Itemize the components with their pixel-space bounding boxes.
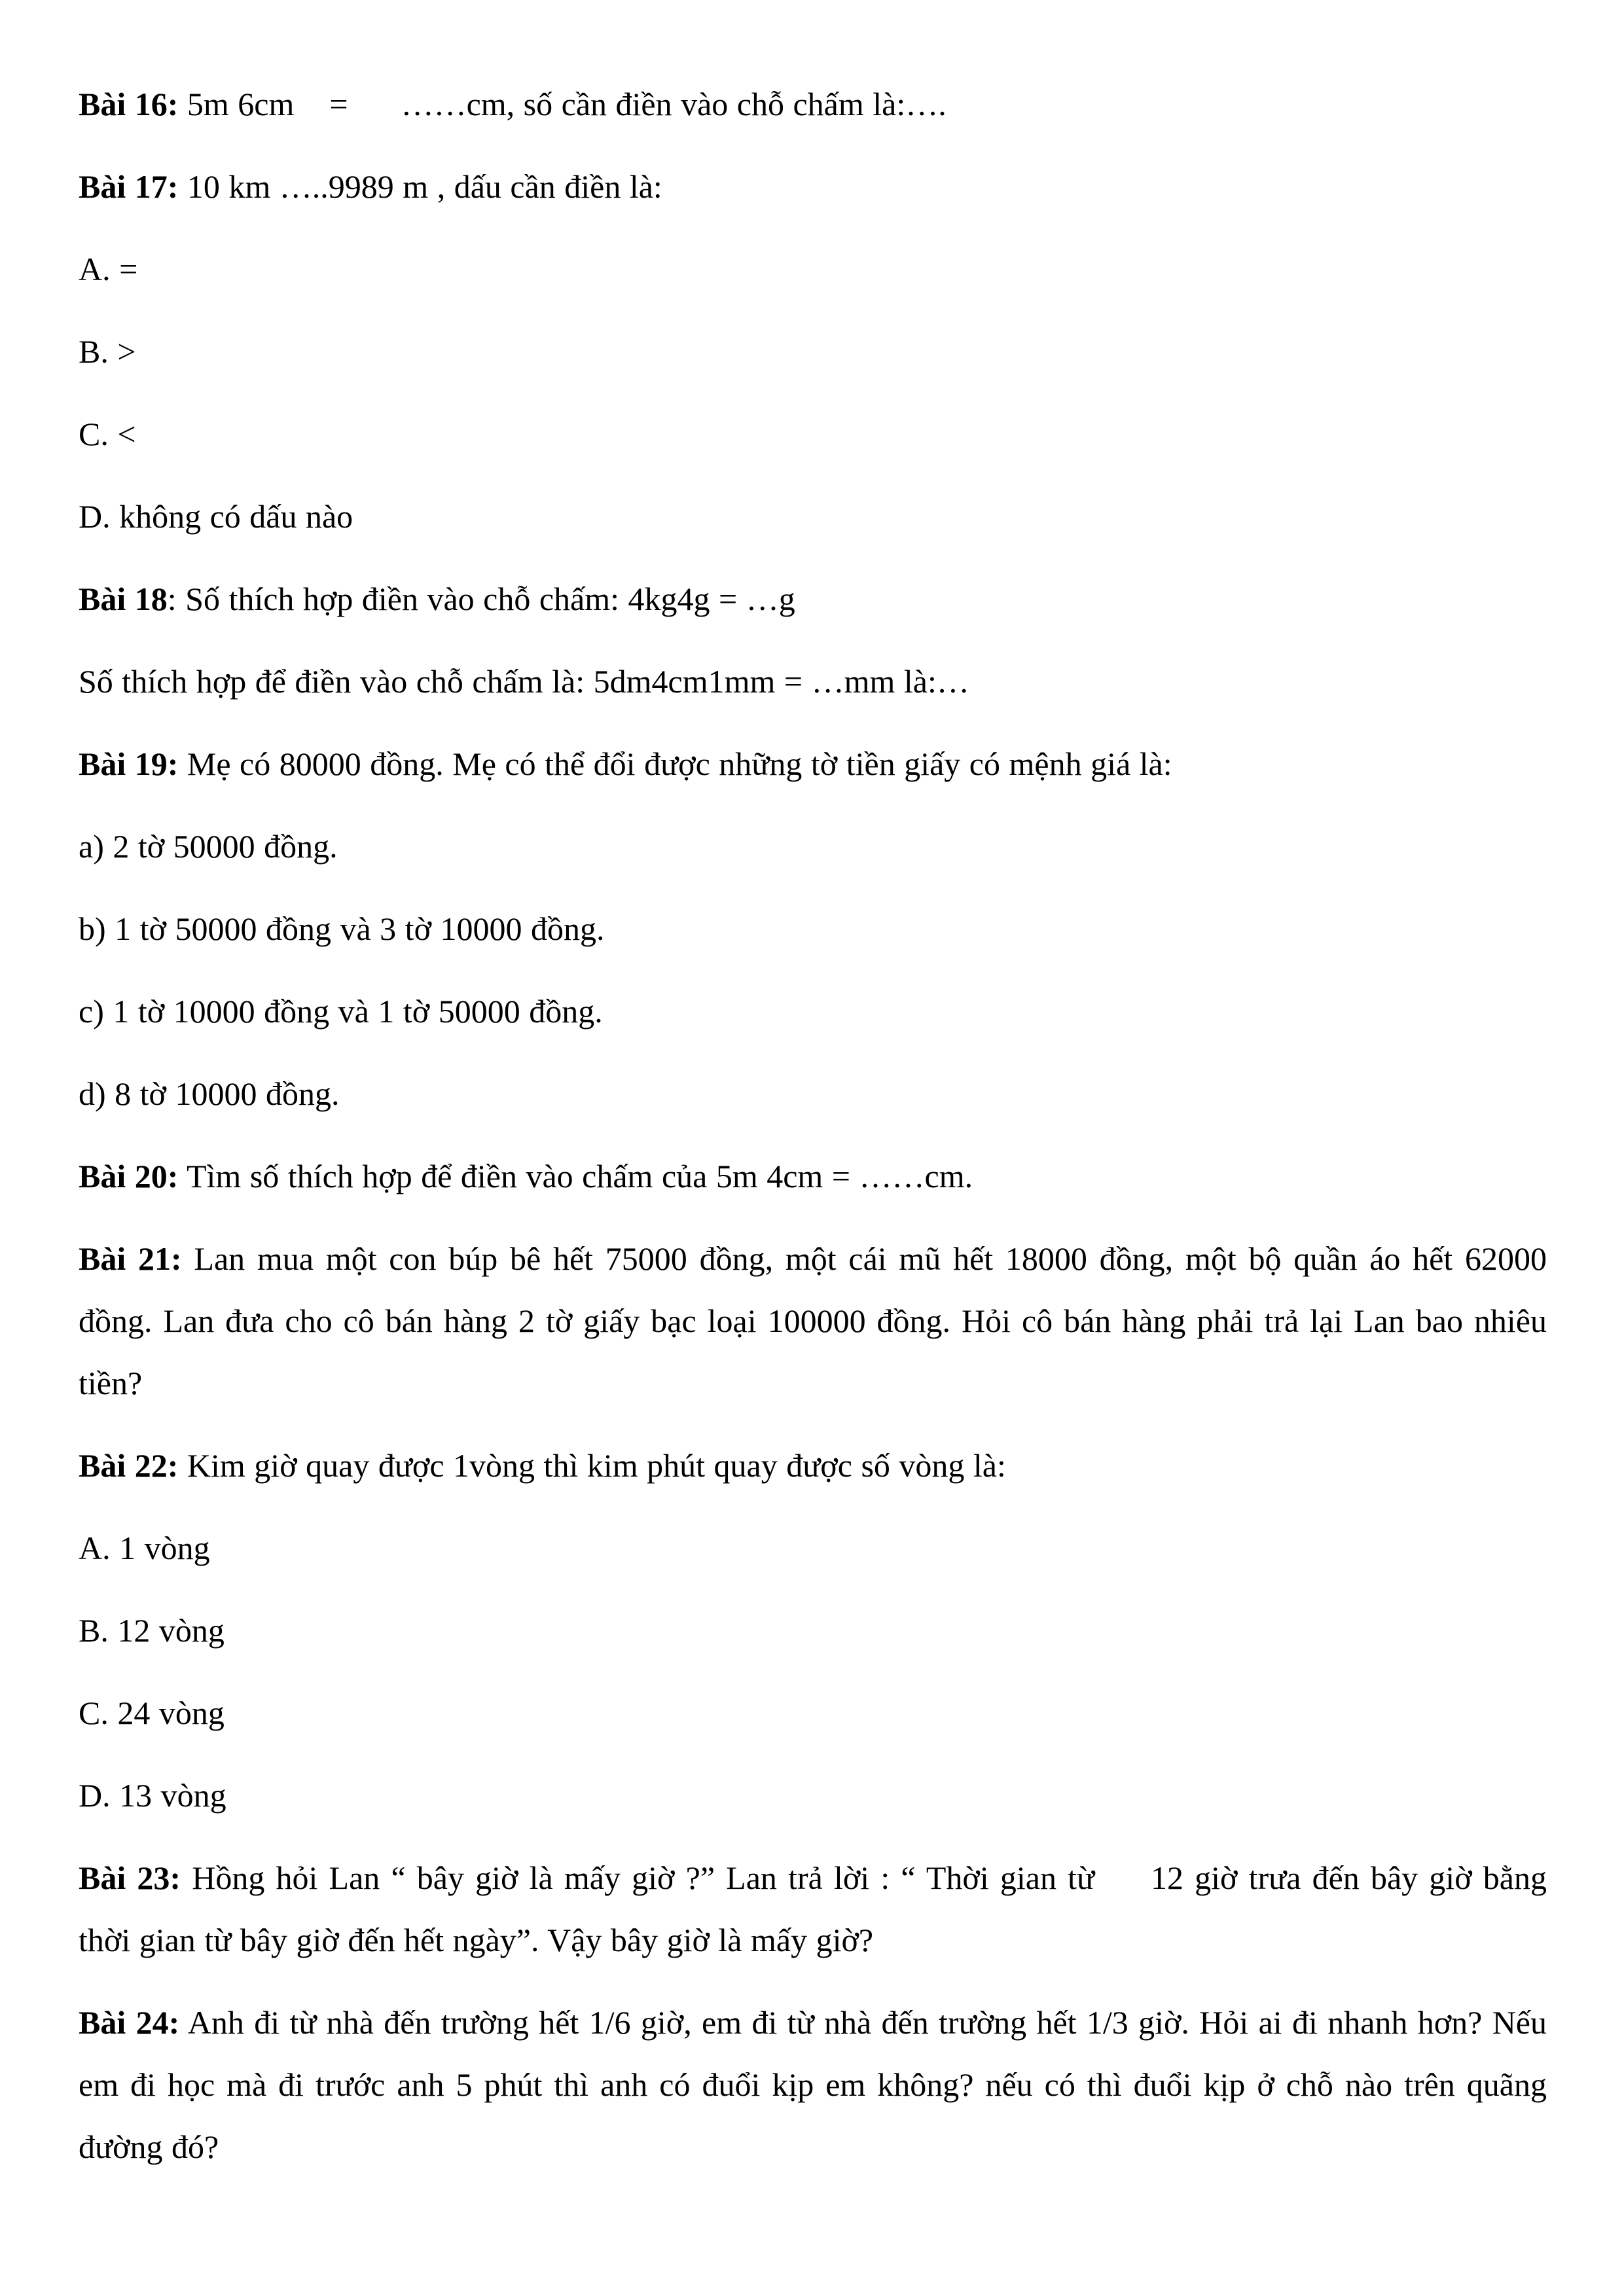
paragraph <box>79 156 1547 218</box>
paragraph <box>79 1435 1547 1497</box>
exercise-label: Bài 17: <box>79 168 179 205</box>
exercise-label: Bài 16: <box>79 86 179 122</box>
paragraph <box>79 1682 1547 1744</box>
exercise-label: Bài 18 <box>79 581 168 617</box>
paragraph <box>79 816 1547 878</box>
paragraph-text: Anh đi từ nhà đến trường hết 1/6 giờ, em đi từ nhà đến trường hết 1/3 giờ. Hỏi ai đi nhanh hơn? Nếu em đi học mà đi trước anh 5 phút thì anh có đuổi kịp em không? nếu có thì đuổi kịp ở chỗ nào trên quãng đường đó? <box>79 2004 1556 2165</box>
exercise-label: Bài 19: <box>79 745 179 782</box>
paragraph-text: Mẹ có 80000 đồng. Mẹ có thể đổi được những tờ tiền giấy có mệnh giá là: <box>178 745 1172 782</box>
paragraph-text: A. 1 vòng <box>79 1530 210 1566</box>
paragraph-text: B. > <box>79 333 136 370</box>
paragraph-text: Hồng hỏi Lan “ bây giờ là mấy giờ ?” Lan trả lời : “ Thời gian từ 12 giờ trưa đến bây giờ bằng thời gian từ bây giờ đến hết ngày”. Vậy bây giờ là mấy giờ? <box>79 1859 1582 1958</box>
exercise-label: Bài 21: <box>79 1240 182 1277</box>
paragraph <box>79 733 1547 795</box>
paragraph <box>79 651 1547 713</box>
paragraph <box>79 1063 1547 1125</box>
paragraph-text: d) 8 tờ 10000 đồng. <box>79 1075 340 1112</box>
paragraph-text: C. 24 vòng <box>79 1695 225 1731</box>
paragraph <box>79 1517 1547 1579</box>
exercise-label: Bài 24: <box>79 2004 180 2041</box>
paragraph-text: : Số thích hợp điền vào chỗ chấm: 4kg4g = …g <box>167 581 795 617</box>
paragraph <box>79 321 1547 383</box>
paragraph-text: Tìm số thích hợp để điền vào chấm của 5m 4cm = ……cm. <box>178 1158 973 1194</box>
paragraph-text: c) 1 tờ 10000 đồng và 1 tờ 50000 đồng. <box>79 993 603 1030</box>
paragraph-text: Lan mua một con búp bê hết 75000 đồng, một cái mũ hết 18000 đồng, một bộ quần áo hết 62000 đồng. Lan đưa cho cô bán hàng 2 tờ giấy bạc loại 100000 đồng. Hỏi cô bán hàng phải trả lại Lan bao nhiêu tiền? <box>79 1240 1556 1401</box>
exercise-label: Bài 22: <box>79 1447 179 1484</box>
paragraph-text: D. không có dấu nào <box>79 498 353 535</box>
paragraph <box>79 898 1547 960</box>
paragraph-text: D. 13 vòng <box>79 1777 226 1814</box>
paragraph-text: Kim giờ quay được 1vòng thì kim phút quay được số vòng là: <box>178 1447 1006 1484</box>
paragraph-text: 10 km …..9989 m , dấu cần điền là: <box>178 168 662 205</box>
paragraph-text: b) 1 tờ 50000 đồng và 3 tờ 10000 đồng. <box>79 910 605 947</box>
paragraph <box>79 568 1547 630</box>
paragraph-text: a) 2 tờ 50000 đồng. <box>79 828 338 865</box>
paragraph-text: C. < <box>79 416 136 452</box>
exercise-label: Bài 23: <box>79 1859 181 1896</box>
paragraph-text: 5m 6cm = ……cm, số cần điền vào chỗ chấm là:…. <box>178 86 947 122</box>
paragraph-text: B. 12 vòng <box>79 1612 225 1649</box>
paragraph <box>79 1847 1582 1971</box>
paragraph-text: A. = <box>79 251 138 287</box>
paragraph <box>79 980 1547 1043</box>
paragraph <box>79 1145 1547 1208</box>
paragraph <box>79 238 1547 300</box>
paragraph <box>79 403 1547 465</box>
paragraph <box>79 1600 1547 1662</box>
paragraph <box>79 486 1547 548</box>
paragraph <box>79 73 1547 135</box>
paragraph <box>79 1765 1547 1827</box>
paragraph-text: Số thích hợp để điền vào chỗ chấm là: 5dm4cm1mm = …mm là:… <box>79 663 969 700</box>
paragraph <box>79 1228 1556 1414</box>
exercise-label: Bài 20: <box>79 1158 179 1194</box>
paragraph <box>79 1992 1556 2178</box>
